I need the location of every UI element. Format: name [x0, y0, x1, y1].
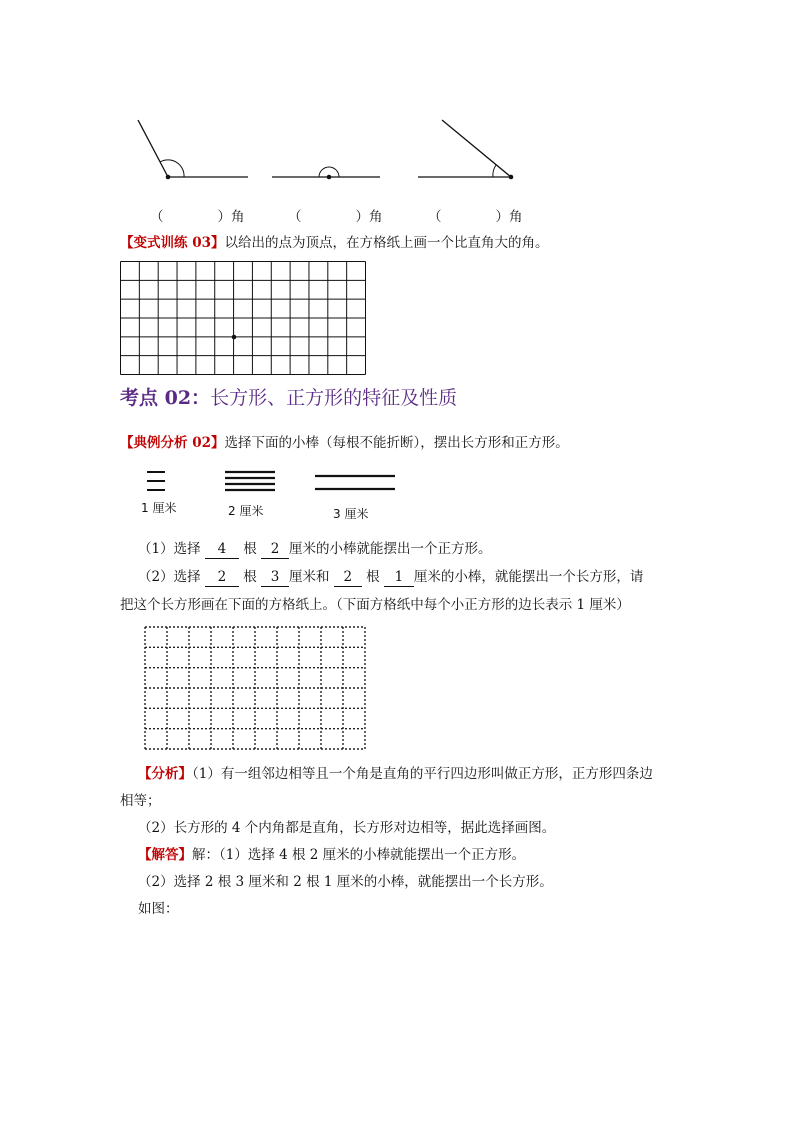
q2-answer-3: 2 — [334, 568, 362, 587]
analysis-line2: 相等； — [120, 793, 161, 809]
given-vertex-point — [232, 335, 237, 340]
stick-label-3: 3 厘米 — [333, 507, 369, 521]
angle-2-blank: （ ）角 — [288, 209, 383, 225]
section-title-prefix: 考点 02： — [120, 387, 211, 409]
section-title — [120, 385, 457, 411]
question-2: （2）选择 2 根 3 厘米和 2 根 1 厘米的小棒，就能摆出一个长方形，请 — [138, 569, 644, 585]
sticks-3cm — [315, 476, 395, 489]
angle-2-straight — [272, 167, 380, 179]
answer-line3: 如图： — [138, 901, 179, 917]
example02-text: 选择下面的小棒（每根不能折断），摆出长方形和正方形。 — [224, 435, 569, 451]
analysis-line3: （2）长方形的 4 个内角都是直角，长方形对边相等，据此选择画图。 — [138, 820, 556, 836]
answer-line2: （2）选择 2 根 3 厘米和 2 根 1 厘米的小棒，就能摆出一个长方形。 — [138, 874, 553, 890]
q2-answer-2: 3 — [261, 568, 289, 587]
answer-tag: 【解答】 — [138, 847, 192, 863]
grid-paper-2-dotted — [144, 626, 366, 751]
angle-3-acute — [418, 120, 513, 179]
sticks-1cm — [147, 472, 165, 490]
q1-answer-length: 2 — [261, 540, 289, 559]
example02-tag: 【典例分析 02】 — [120, 435, 225, 451]
question-2-line2: 把这个长方形画在下面的方格纸上。（下面方格纸中每个小正方形的边长表示 1 厘米） — [120, 597, 630, 613]
q1-answer-count: 4 — [205, 540, 239, 559]
exercise03-tag: 【变式训练 03】 — [120, 235, 225, 251]
sticks-figure — [135, 464, 415, 526]
q2-answer-1: 2 — [205, 568, 239, 587]
exercise03-text: 以给出的点为顶点，在方格纸上画一个比直角大的角。 — [224, 235, 549, 251]
example02-line — [120, 434, 569, 452]
grid-paper-1 — [120, 261, 366, 375]
angle-1-blank: （ ）角 — [150, 209, 245, 225]
stick-label-1: 1 厘米 — [141, 501, 177, 515]
stick-label-2: 2 厘米 — [228, 504, 264, 518]
answer-line1: 【解答】解：（1）选择 4 根 2 厘米的小棒就能摆出一个正方形。 — [138, 847, 526, 863]
analysis-tag: 【分析】 — [138, 766, 192, 782]
analysis-line1: 【分析】（1）有一组邻边相等且一个角是直角的平行四边形叫做正方形，正方形四条边 — [138, 766, 653, 782]
angle-3-blank: （ ）角 — [428, 209, 523, 225]
question-1: （1）选择 4 根 2 厘米的小棒就能摆出一个正方形。 — [138, 541, 492, 557]
sticks-2cm — [225, 472, 275, 490]
section-title-main: 长方形、正方形的特征及性质 — [210, 387, 458, 409]
q2-answer-4: 1 — [384, 568, 414, 587]
angle-1-obtuse — [138, 120, 248, 179]
angles-figure — [130, 115, 530, 190]
exercise03-line — [120, 234, 549, 252]
